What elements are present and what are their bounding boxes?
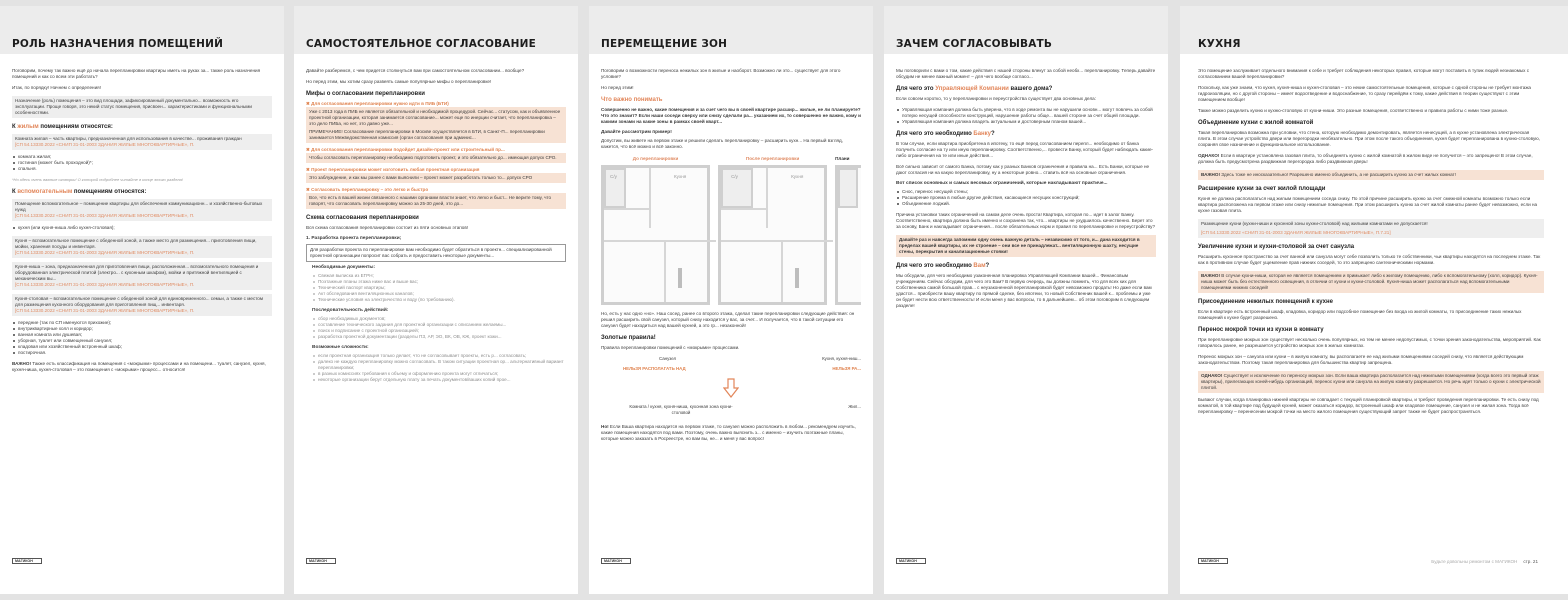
- floor-plans: [601, 156, 861, 305]
- section-heading: Для чего это необходимо Вам?: [896, 263, 990, 269]
- list-item: гостиная (может быть проходной)*;: [12, 160, 272, 166]
- paragraph: Кухня не должна располагаться над жилым помещением соседа снизу. По этой причине расширить кухню за счет смежной комнаты возможно только если квартира расположена на первом этаже или снизу нежилые помещения. При этом расширить кухню за счет жилой комнаты ранее будет невозможно, если на кухне газовая плита.: [1198, 196, 1538, 213]
- page-title: ЗАЧЕМ СОГЛАСОВЫВАТЬ: [896, 38, 1053, 50]
- page-header: [589, 6, 873, 54]
- sub-heading: Необходимые документы:: [312, 265, 376, 270]
- list-item: сбор необходимых документов;: [312, 316, 566, 322]
- list-item: Снос, перенос несущей стены;: [896, 189, 1156, 195]
- list-item: Управляющая компания должна быть уверена, что в ходе ремонта вы не нарушили основн... могут повлечь за собой потерю несущей способности конструкций, нарушение работы обще... вашей стороне за счет общей площади.: [896, 107, 1156, 119]
- sub-heading: Вот список основных и самых весомых ограничений, которые накладывают практиче...: [896, 181, 1108, 186]
- section-heading: Для чего это Управляющей Компании вашего дома?: [896, 86, 1053, 92]
- page-header: [884, 6, 1168, 54]
- citation: [СП 54.13330.2022 «СНИП 31-01-2003 ЗДАНИЯ ЖИЛЫЕ МНОГОКВАРТИРНЫЕ», П.: [15, 142, 195, 147]
- paragraph: Перенос мокрых зон – санузла или кухни – в жилую комнату, вы располагаете ее над жилыми помещениями соседей снизу, что является действующим законодательством. Поэтому такая перепланировка для большинства квартир запрещена.: [1198, 354, 1524, 365]
- section-heading: К вспомогательным помещениям относятся:: [12, 189, 147, 195]
- arrow-down-icon: [721, 378, 741, 400]
- myth-box: Это заблуждение, и как мы ранее с вами выяснили – проект может разработать только то... допуск СРО: [306, 173, 566, 183]
- paragraph: Допустим, вы живете на первом этаже и решили сделать перепланировку – расширить кухн... На первый взгляд, кажется, что всё можно и всё законно.: [601, 138, 843, 149]
- myth-box: Чтобы согласовать перепланировку необходимо подготовить проект, и это обязательно до... имеющая допуск СРО.: [306, 153, 566, 163]
- page-title: РОЛЬ НАЗНАЧЕНИЯ ПОМЕЩЕНИЙ: [12, 38, 224, 50]
- page-number: стр. 21: [1523, 559, 1538, 564]
- paragraph: Всё сильно зависит от самого Банка, потому как у разных Банков ограничения и правила на... Есть Банки, которые не дают согласия ни на какую перепланировку, ну а некоторые ровно... ставить всё на основные ограничения.: [896, 164, 1150, 175]
- plan-caption: До перепланировки: [632, 156, 679, 161]
- rule-rooms: Комната / кухня, кухня-ниша, кухонная зона кухни-столовой: [629, 404, 733, 415]
- paragraph: Поскольку, как уже знаем, что кухня, кухня-ниша и кухня-столовая – это некие самостоятельные помещения, которые с одной стороны не требует монтажа гидроизоляции, но с другой стороны – имеет водоотведение и водоснабжение, то сразу перейдём к тому, какие действия в теории существуют с этим помещением вообще!: [1198, 85, 1531, 102]
- definition-box: Назначение (роль) помещения – это вид площади, зафиксированный документально... возможность его эксплуатации. Проще говоря, это некий статус помещения, присвоен... характеристиками и функциональными особенностями.: [12, 96, 272, 118]
- definition-box: Кухня-ниша – зона, предназначенная для приготовления пищи, расположенная... вспомогательного помещения и оборудованная электрической плитой (электро... с кухонным шкафом), мойки и притяжной вентиляцией с механическим вы... [СП 54.13330.2022 «СНИП 31-01-2003 ЗДАНИЯ ЖИЛЫЕ МНОГОКВАРТИРНЫЕ», П.: [12, 262, 272, 290]
- bullet-list: [312, 273, 566, 303]
- page-why-approve: [884, 6, 1168, 594]
- highlight-box: ВАЖНО! Здесь тоже не иносказательно! Разрешено именно объединить, а не расширить кухню за счет жилых комнат!: [1198, 170, 1544, 180]
- floor-plan-drawing: [718, 165, 827, 305]
- page-content: [589, 54, 873, 442]
- myth-title: ✖ Для согласования перепланировки нужно идти в ПИБ (БТИ): [306, 101, 449, 106]
- paragraph: Давайте разберемся, с чем придется столкнуться вам при самостоятельном согласовании... вообще?: [306, 68, 525, 73]
- myth-title: ✖ Согласовать перепланировку – это легко и быстро: [306, 187, 429, 192]
- list-item: если проектная организация только делает, что не согласовывает проекты, есть р... согласовать;: [312, 353, 566, 359]
- rule-row: [601, 366, 861, 372]
- list-item: постирочная.: [12, 350, 272, 356]
- rule-forbid: НЕЛЬЗЯ РАСПОЛАГАТЬ НАД: [623, 366, 686, 371]
- plan-caption: После перепланировки: [745, 156, 800, 161]
- definition-box: Кухня-столовая – вспомогательное помещение с обеденной зоной для единовременного... семьи, а также с местом для размещения кухонного оборудования для приготовления пищ... инвентаря. [СП 54.13330.2022 «СНИП 31-01-2003 ЗДАНИЯ ЖИЛЫЕ МНОГОКВАРТИРНЫЕ», П.: [12, 294, 272, 316]
- brand-logo: МАГИКОН: [306, 558, 336, 564]
- bullet-list: [896, 189, 1156, 207]
- list-item: Объединение лоджий.: [896, 201, 1156, 207]
- paragraph: Это помещение заслуживает отдельного внимания к себе и требует соблюдения некоторых правил, которые могут поставить в тупик людей незнакомых с согласованием вашей перепланировки?: [1198, 68, 1530, 79]
- page-header: [0, 6, 284, 54]
- list-item: Акт обследования вентиляционных каналов;: [312, 291, 566, 297]
- paragraph: Поговорим о возможности переноса нежилых зон в жилые и наоборот. Возможно ли это... существует для этого условие?: [601, 68, 841, 79]
- section-heading: Присоединение нежилых помещений к кухне: [1198, 299, 1333, 305]
- citation: [СП 54.13330.2022 «СНИП 31-01-2003 ЗДАНИЯ ЖИЛЫЕ МНОГОКВАРТИРНЫЕ», П.: [15, 282, 195, 287]
- list-item: внутриквартирные холл и коридор;: [12, 326, 272, 332]
- note: Но! Если Ваша квартира находится на первом этаже, то санузел можно расположить в любом... рекомендуем изучить, какие помещения находятся под вами. Поэтому, очень важно выяснить з... с именно – изучить поэтажные планы, которые можно заказать в Росреестре, но вам вы, не... и меня у вас вопрос!: [601, 424, 856, 441]
- rule-row: [601, 404, 861, 416]
- plan-before: [601, 156, 710, 305]
- sub-heading: Последовательность действий:: [312, 308, 389, 313]
- floor-plan-drawing: [601, 165, 710, 305]
- rule-rooms-right: Жил...: [848, 404, 861, 409]
- paragraph: Совершенно не важно, какие помещения и за счет чего вы в своей квартире расшир... жилые, не ли планируете? Что это значит? Если наши соседи сверху или снизу сделали ра... указанием их, то совершенно не важно, кому и какими зонами на какие зоны в рамках своей кварт...: [601, 107, 861, 124]
- list-item: Поэтажные планы этажа ниже вас и выше вас;: [312, 279, 566, 285]
- highlight-box: Давайте раз и навсегда запомним одну очень важную деталь – независимо от того, и... дана находится в пределах вашей квартиры, их не строение – они все не принадлежат... вентиляционную шахту, несущие стены, перекрытия и канализационные стояки!: [896, 235, 1156, 257]
- myth-box: Все, что есть в вашей жизни связанного с нашими органами власти знает, что легко и быст... Не верите тому, что говорят, что согласовать перепланировку можно за 25-30 дней, это до...: [306, 193, 566, 209]
- section-heading: Увеличение кухни и кухни-столовой за счет санузла: [1198, 244, 1355, 250]
- page-title: ПЕРЕМЕЩЕНИЕ ЗОН: [601, 38, 728, 50]
- list-item: Управляющая компания должна владеть актуальным и достоверным планом вашей...: [896, 119, 1156, 125]
- paragraph: Расширить кухонное пространство за счет ванной или санузла могут себе позволить только те собственники, чьи квартиры находятся на последнем этаже. Так как в противном случае будет ущемление прав нижних соседей, то это запрещено сантехническими нормами.: [1198, 254, 1541, 265]
- section-heading: Что важно понимать: [601, 97, 663, 103]
- list-item: Технические условия на электричество и воду (по требованию).: [312, 297, 566, 303]
- definition-box: Помещение вспомогательное – помещение квартиры для обеспечения коммуникационн... и хозяйственно-бытовых нужд [СП 54.13330.2022 «СНИП 31-01-2003 ЗДАНИЯ ЖИЛЫЕ МНОГОКВАРТИРНЫЕ», П.: [12, 199, 272, 221]
- section-heading: К жилым помещениям относятся:: [12, 124, 113, 130]
- page-content: [294, 54, 578, 383]
- zone-label: Кухня: [674, 174, 687, 179]
- section-heading: Расширение кухни за счет жилой площади: [1198, 186, 1326, 192]
- page-zone-moving: [589, 6, 873, 594]
- list-item: в разных комиссиях требования к объему и оформлению проекта могут отличаться;: [312, 371, 566, 377]
- plan-third: [835, 156, 861, 305]
- paragraph: Если совсем коротко, то у перепланировки и переустройства существует два основных дела:: [896, 96, 1096, 101]
- citation: [СП 54.13330.2022 «СНИП 31-01-2003 ЗДАНИЯ ЖИЛЫЕ МНОГОКВАРТИРНЫЕ», П.: [15, 213, 195, 218]
- brand-logo: МАГИКОН: [1198, 558, 1228, 564]
- list-item: Свежая выписка из ЕГРН;: [312, 273, 566, 279]
- paragraph: Мы поговорили с вами о том, какие действия с нашей стороны влекут за собой необх... перепланировку. Теперь давайте обсудим не менее важный момент – для чего вообще согласо...: [896, 68, 1156, 79]
- sub-heading: Возможные сложности:: [312, 345, 369, 350]
- list-item: Расширение проема в любые другие действия, касающиеся несущих конструкций;: [896, 195, 1156, 201]
- important-note: ВАЖНО! Также есть классификация на помещения с «мокрыми» процессами и на помещени... туалет, санузел, кухня, кухня-ниша, кухня-столовая – это помещения с «мокрыми» процесс... относится!: [12, 361, 266, 372]
- paragraph: Мы обсудили, для чего необходимо узаконенная планировка Управляющей Компании вашей... Финансовым учреждениям. Сейчас обсудим, для чего это Вам? В первую очередь, вы должны помнить, что для всех ких для Собственника самой большой прав... с неузаконенной перепланировкой будет невозможно продать! Но даже если вам удастся... приобрести вашу квартиру по прямой сделке, без ипотеки, то новый Собственник вашей к... проблемы и уже он будет нести всю ответственность! И если меня у вас вопросы, то в дальнейшем... об этом поговорим в следующем разделе!: [896, 273, 1152, 308]
- paragraph: Но перед этим, мы хотим сразу развеять самые популярные мифы о перепланировке!: [306, 79, 492, 84]
- list-item: далеко не каждую перепланировку можно согласовать. В таком ситуации проектная ор... альтернативный вариант перепланировки;: [312, 359, 566, 371]
- section-heading: Мифы о согласовании перепланировки: [306, 91, 425, 97]
- list-item: спальня.: [12, 166, 272, 172]
- brand-logo: МАГИКОН: [601, 558, 631, 564]
- paragraph: Если в квартире есть встроенный шкаф, кладовка, коридор или подсобное помещение без входа из жилой комнаты, то присоединение таких нежилых помещений к кухне будет разрешено.: [1198, 309, 1522, 320]
- page-header: [1180, 6, 1568, 54]
- citation: [СП 54.13330.2022 «СНИП 31-01-2003 ЗДАНИЯ ЖИЛЫЕ МНОГОКВАРТИРНЫЕ», П.: [15, 250, 195, 255]
- myth-title: ✖ Проект перепланировки может изготовить любая проектная организация: [306, 167, 480, 172]
- step-title: 1. Разработка проекта перепланировки;: [306, 236, 402, 241]
- paragraph: Причина установки таких ограничений на самом деле очень проста! Квартира, которая по... идет в залог Банку. Соответственно, квартира должна быть именно и сохранена так, что... квартиры не ухудшилось качественно. Берет это за основу, Банк и накладывает ограничения... после обязательных норм и правил по перепланировке и переустройству?: [896, 212, 1156, 229]
- citation: [СП 54.13330.2022 «СНИП 31-01-2003 ЗДАНИЯ ЖИЛЫЕ МНОГОКВАРТИРНЫЕ», П.: [15, 308, 195, 313]
- section-heading: Схема согласования перепланировки: [306, 215, 419, 221]
- step-box: Для разработки проекта по перепланировке вам необходимо будет обратиться в проектн... специализированной проектной организации попросит вас собрать и предоставить некоторые документы...: [306, 244, 566, 262]
- paragraph: Итак, по порядку! Начнем с определения!: [12, 85, 101, 90]
- page-room-purpose: [0, 6, 284, 594]
- page-footer: Будьте довольны ремонтом с МАГИКОН стр. 21: [1431, 559, 1538, 564]
- paragraph: Но перед этим!: [601, 85, 634, 90]
- plan-caption: Плани: [835, 156, 850, 161]
- paragraph: При перепланировке мокрых зон существует несколько очень популярных, но тем не менее недопустимых, с точки зрения законодательства, мероприятий. Как говорилось ранее, не разрешается устройство мокрых зон в жилых комнатах.: [1198, 337, 1541, 348]
- floor-plan-drawing: [835, 165, 861, 305]
- page-content: [1180, 54, 1568, 415]
- bullet-list: [896, 107, 1156, 125]
- rule-left: Санузел: [659, 356, 677, 361]
- bullet-list: [12, 320, 272, 356]
- bullet-list: [12, 154, 272, 172]
- list-item: ванная комната или душевая;: [12, 332, 272, 338]
- brand-logo: МАГИКОН: [12, 558, 42, 564]
- definition-box: Кухня – вспомогательное помещение с обеденной зоной, а также место для размещения... приготовления пищи, мойки, хранения посуды и инвентаря. [СП 54.13330.2022 «СНИП 31-01-2003 ЗДАНИЯ ЖИЛЫЕ МНОГОКВАРТИРНЫЕ», П.: [12, 236, 272, 258]
- zone-label: Кухня: [791, 174, 804, 179]
- page-title: КУХНЯ: [1198, 38, 1241, 50]
- page-header: [294, 6, 578, 54]
- paragraph: Поговорим, почему так важно ещё до начала перепланировки квартиры иметь на руках за... также роль назначения помещений и как со всем эти работать?: [12, 68, 261, 79]
- myth-box: Уже с 2013 года в ПИБ не является обязательной и необходимой процедурой. Сейчас... статусом, как и объявленное проектной организации, которая занимается согласование... может еще по инерции считает, что перепланировка – это дело ПИБа, но нет, это давно уже... ПРИМЕЧАНИЕ! Согласование перепланировки в Москве осуществляется в БТИ, в Санкт-П... перепланировки занимается Межведомственная комиссия (орган согласования при админис...: [306, 107, 566, 143]
- rule-forbid: НЕЛЬЗЯ РА...: [832, 366, 861, 371]
- zone-label: С/у: [610, 174, 617, 179]
- rule-right: Кухня, кухня-ниш...: [822, 356, 861, 361]
- note: ОДНАКО! Если в квартире установлена газовая плита, то объединять кухню с жилой комнатой в жилом виде не получится – это запрещено! В этом случае, должна быть предусмотрена раздвижная перегородка либо раздвижная дверь!: [1198, 153, 1533, 164]
- citation: [СП 54.13330.2022 «СНИП 31-01-2003 ЗДАНИЯ ЖИЛЫЕ МНОГОКВАРТИРНЫЕ», П.7.21]: [1201, 230, 1391, 235]
- page-title: САМОСТОЯТЕЛЬНОЕ СОГЛАСОВАНИЕ: [306, 38, 536, 50]
- list-item: кухня (или кухня-ниша либо кухня-столовая);: [12, 225, 272, 231]
- list-item: некоторые организации берут отдельную плату за печать документов/ваших копий прое...: [312, 377, 566, 383]
- page-self-approval: [294, 6, 578, 594]
- list-item: передние (так по СП именуются прихожие);: [12, 320, 272, 326]
- definition-box: Комната жилая – часть квартиры, предназначенная для использования в качестве... проживания граждан [СП 54.13330.2022 «СНИП 31-01-2003 ЗДАНИЯ ЖИЛЫЕ МНОГОКВАРТИРНЫЕ», П.: [12, 134, 272, 150]
- paragraph: Вся схема согласования перепланировки состоит из пяти основных этапов!: [306, 225, 469, 230]
- zone-label: С/у: [731, 174, 738, 179]
- paragraph: Такая перепланировка возможна при условии, что стена, которую необходимо демонтировать, является ненесущей, а в кухне установлена электрическая плита. В этом случае устройство двери или перегородки необязательно. При этом после такого объединения, кухня будет перепланирована в кухню-столовую, сохраняя свое назначение и функциональное использование.: [1198, 130, 1540, 147]
- bullet-list: [12, 225, 272, 231]
- highlight-box: ВАЖНО! В случае кухни-ниши, которая не является помещением и примыкает либо к жилому помещению, либо к вспомогательному (холл, коридор). Кухня-ниша может быть без естественного освещения, в отличии от кухни и кухни-столовой. Кухня-ниша может располагаться над вспомогательными помещениями нижних соседей!: [1198, 271, 1544, 293]
- section-heading: Перенос мокрой точки из кухни в комнату: [1198, 327, 1324, 333]
- section-heading: Золотые правила!: [601, 335, 656, 341]
- list-item: кладовая или хозяйственный встроенный шкаф;: [12, 344, 272, 350]
- paragraph: Правила перепланировки помещений с «мокрыми» процессами.: [601, 345, 740, 350]
- bullet-list: [312, 353, 566, 383]
- sub-heading: Давайте рассмотрим пример!: [601, 130, 672, 135]
- section-heading: Объединение кухни с жилой комнатой: [1198, 120, 1314, 126]
- rule-row: [601, 356, 861, 362]
- bullet-list: [312, 316, 566, 340]
- list-item: комната жилая;: [12, 154, 272, 160]
- list-item: поиск и подписание с проектной организацией;: [312, 328, 566, 334]
- list-item: уборная, туалет или совмещенный санузел;: [12, 338, 272, 344]
- list-item: составление технического задания для проектной организации с описанием желаемы...: [312, 322, 566, 328]
- highlight-box: ОДНАКО! Существует и исключение по переносу мокрых зон. Если ваша квартира располагается над нежилыми помещениями (когда всего это первый этаж квартиры), прилегающих коней-нибудь организаций, перенос кухни или санузла на жилую комнату разрешается. Но речь идет только о кухни с электрической плитой.: [1198, 371, 1544, 393]
- footnote: *Но здесь очень важные оговорки! О которой подробнее читайте в конце этого раздела!: [12, 177, 183, 182]
- brand-logo: МАГИКОН: [896, 558, 926, 564]
- page-kitchen: [1180, 6, 1568, 594]
- list-item: Технический паспорт квартиры;: [312, 285, 566, 291]
- paragraph: Но, есть у нас одно «но». Наш сосед, ранее со второго этажа, сделал такие перепланировки следующие действия: он решил расширить свой санузел, который снизу находится у вас, за счет... И получается, что в такой ситуации его санузел будет находиться над вашей кухней, а это гр... незаконной!: [601, 311, 855, 328]
- quote-box: Размещение кухни (кухни-ниши и кухонной зоны кухни-столовой) над жилыми комнатами не допускается! [СП 54.13330.2022 «СНИП 31-01-2003 ЗДАНИЯ ЖИЛЫЕ МНОГОКВАРТИРНЫЕ», П.7.21]: [1198, 219, 1544, 238]
- myth-title: ✖ Для согласования перепланировки подойдет дизайн-проект или строительный пр...: [306, 147, 505, 152]
- plan-after: [718, 156, 827, 305]
- list-item: разработка проектной документации (разделы ПЗ, АР, ЭО, ВК, ОВ, КЖ, проект кожи...: [312, 334, 566, 340]
- paragraph: В том случае, если квартира приобретена в ипотеку, то ещё перед согласованием перепл... необходимо от банка получить согласие на ту или иную перепланировку. Соответственно,... провести Банку, который будет наблюдать какие-либо ограничения на те или иные действия...: [896, 141, 1154, 158]
- page-content: [884, 54, 1168, 309]
- section-heading: Для чего это необходимо Банку?: [896, 131, 995, 137]
- page-content: [0, 54, 284, 373]
- paragraph: Бывают случаи, когда планировка нижней квартиры не совпадает с текущей планировкой квартиры, и требуют проведения перепланировки. Те есть снизу под комнатой, в той квартире под будущей кухней, может оказаться коридор, встроенный шкаф или кладовое помещение, санузел и не жилая зона. Тогда всё перепланировку – перенесении мокрой точки на место жилого помещения существующий запрет также не будет распространяться.: [1198, 397, 1539, 414]
- paragraph: Также можно разделить кухню и кухню-столовую от кухни-ниши. Это разные помещения, соответственно и правила работы с ними тоже разные.: [1198, 108, 1509, 113]
